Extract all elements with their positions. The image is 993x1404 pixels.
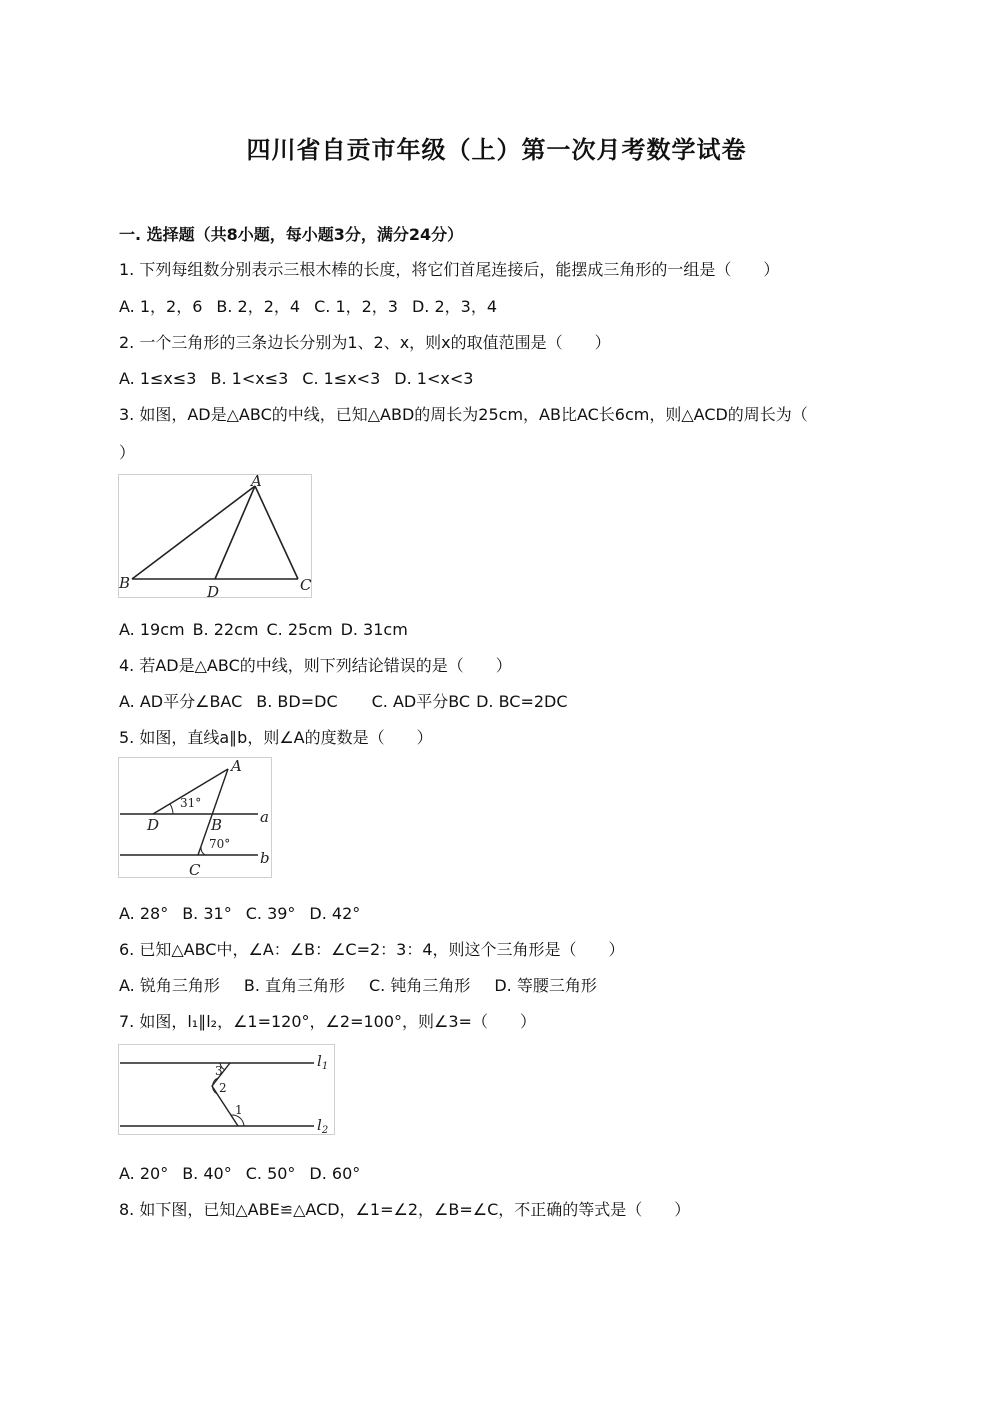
question-4-stem: 4. 若AD是△ABC的中线，则下列结论错误的是（ ） xyxy=(119,656,512,675)
option-d: D. 31cm xyxy=(340,620,408,639)
label-a: A xyxy=(251,474,262,490)
option-b: B. 22cm xyxy=(192,620,259,639)
option-c: C. 39° xyxy=(245,904,296,923)
option-c: C. AD平分BC xyxy=(371,692,471,711)
option-c: C. 钝角三角形 xyxy=(369,976,471,995)
question-2-stem: 2. 一个三角形的三条边长分别为1、2、x，则x的取值范围是（ ） xyxy=(119,333,611,352)
question-3-stem: 3. 如图，AD是△ABC的中线，已知△ABD的周长为25cm，AB比AC长6cm，则△ACD的周长为（ xyxy=(119,405,808,424)
option-a: A. 1，2，6 xyxy=(119,297,203,316)
option-d: D. 60° xyxy=(309,1164,361,1183)
question-7-stem: 7. 如图，l₁∥l₂，∠1=120°，∠2=100°，则∠3=（ ） xyxy=(119,1012,536,1031)
option-d: D. BC=2DC xyxy=(476,692,568,711)
option-a: A. 20° xyxy=(119,1164,169,1183)
label-line-a: a xyxy=(260,808,269,826)
angle-31-arc xyxy=(170,804,173,814)
label-l1: $l_1$ xyxy=(317,1052,329,1072)
option-c: C. 1，2，3 xyxy=(314,297,398,316)
option-a: A. 28° xyxy=(119,904,169,923)
label-b-point: B xyxy=(211,816,223,834)
angle-70-arc xyxy=(201,847,205,855)
question-6-options xyxy=(119,975,611,997)
option-c: C. 1≤x<3 xyxy=(302,369,381,388)
option-c: C. 25cm xyxy=(266,620,333,639)
question-5-stem: 5. 如图，直线a∥b，则∠A的度数是（ ） xyxy=(119,728,433,747)
option-d: D. 1<x<3 xyxy=(394,369,474,388)
option-a: A. 1≤x≤3 xyxy=(119,369,197,388)
question-6-stem: 6. 已知△ABC中，∠A：∠B：∠C=2：3：4，则这个三角形是（ ） xyxy=(119,940,625,959)
question-3-options xyxy=(119,619,422,641)
label-c: C xyxy=(189,861,201,879)
option-b: B. BD=DC xyxy=(256,692,338,711)
option-b: B. 31° xyxy=(182,904,232,923)
segment-ab xyxy=(132,486,255,579)
question-5-options xyxy=(119,903,374,925)
option-d: D. 2，3，4 xyxy=(411,297,498,316)
segment-ac xyxy=(255,486,298,579)
angle-3-label: 3 xyxy=(215,1064,223,1078)
label-c: C xyxy=(300,576,312,594)
angle-31-label: 31° xyxy=(180,796,202,810)
triangle-figure xyxy=(118,474,313,599)
label-a: A xyxy=(231,757,242,775)
option-c: C. 50° xyxy=(245,1164,296,1183)
option-a: A. 19cm xyxy=(119,620,185,639)
segment-ad xyxy=(215,486,255,579)
label-line-b: b xyxy=(260,849,270,867)
angle-1-label: 1 xyxy=(235,1103,243,1117)
question-4-options xyxy=(119,691,582,713)
label-d: D xyxy=(207,583,220,599)
question-1-options xyxy=(119,296,511,318)
angle-2-label: 2 xyxy=(219,1081,227,1095)
angle-70-label: 70° xyxy=(209,837,231,851)
question-7-options xyxy=(119,1163,374,1185)
option-b: B. 40° xyxy=(182,1164,232,1183)
label-d: D xyxy=(147,816,160,834)
option-b: B. 1<x≤3 xyxy=(210,369,289,388)
option-d: D. 等腰三角形 xyxy=(494,976,597,995)
label-l2: $l_2$ xyxy=(317,1116,329,1136)
parallel-lines-figure xyxy=(118,757,273,879)
question-8-stem: 8. 如下图，已知△ABE≌△ACD，∠1=∠2，∠B=∠C，不正确的等式是（ ） xyxy=(119,1200,691,1219)
option-b: B. 直角三角形 xyxy=(243,976,345,995)
option-b: B. 2，2，4 xyxy=(216,297,301,316)
option-a: A. 锐角三角形 xyxy=(119,976,220,995)
question-1-stem: 1. 下列每组数分别表示三根木棒的长度，将它们首尾连接后，能摆成三角形的一组是（ ） xyxy=(119,260,780,279)
option-a: A. AD平分∠BAC xyxy=(119,692,243,711)
page-title: 四川省自贡市年级（上）第一次月考数学试卷 xyxy=(246,136,747,164)
question-2-options xyxy=(119,368,487,390)
bent-line-figure xyxy=(118,1044,336,1136)
section-heading: 一. 选择题（共8小题，每小题3分，满分24分） xyxy=(119,225,464,244)
question-3-stem-continued: ） xyxy=(119,443,136,462)
label-b: B xyxy=(119,574,131,592)
option-d: D. 42° xyxy=(309,904,361,923)
